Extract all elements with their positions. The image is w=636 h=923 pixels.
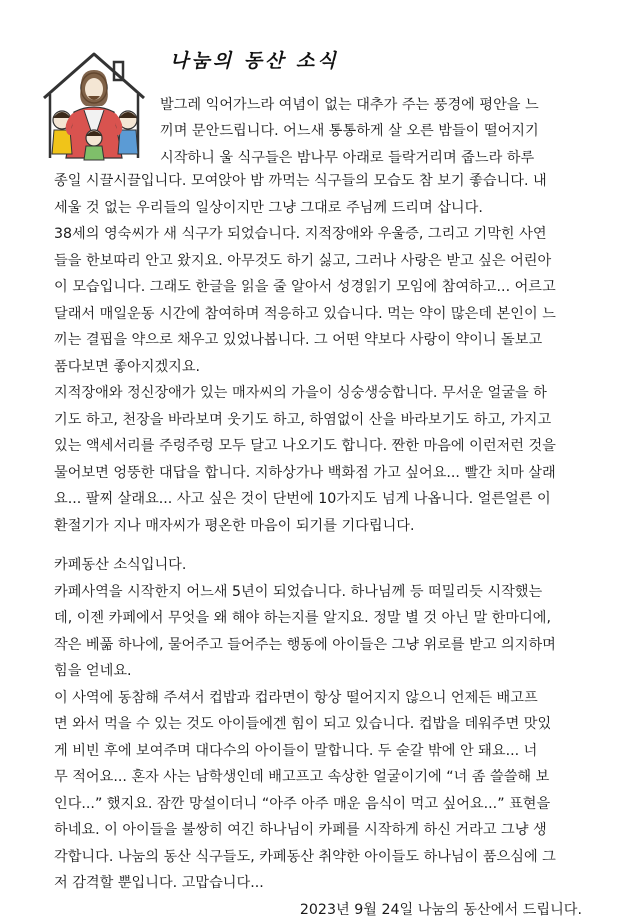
paragraph-line: 품다보면 좋아지겠지요.	[54, 354, 582, 381]
intro-line: 발그레 익어가느라 여념이 없는 대추가 주는 풍경에 평안을 느	[160, 92, 590, 118]
paragraph-line: 각합니다. 나눔의 동산 식구들도, 카페동산 취약한 아이들도 하나님이 품으심에 그	[54, 844, 582, 871]
paragraph-line: 저 감격할 뿐입니다. 고맙습니다...	[54, 870, 582, 897]
paragraph-line: 환절기가 지나 매자씨가 평온한 마음이 되기를 기다립니다.	[54, 513, 582, 540]
paragraph-line: 끼는 결핍을 약으로 채우고 있었나봅니다. 그 어떤 약보다 사랑이 약이니 돌보고	[54, 327, 582, 354]
paragraph	[54, 685, 582, 897]
paragraph-line: 하네요. 이 아이들을 불쌍히 여긴 하나님이 카페를 시작하게 하신 거라고 그냥 생	[54, 817, 582, 844]
paragraph	[54, 552, 582, 579]
paragraph-line: 카페사역을 시작한지 어느새 5년이 되었습니다. 하나님께 등 떠밀리듯 시작했는	[54, 579, 582, 606]
footer-date: 2023년 9월 24일 나눔의 동산에서 드립니다.	[54, 897, 582, 923]
paragraph-line: 달래서 매일운동 시간에 참여하며 적응하고 있습니다. 먹는 약이 많은데 본인이 느	[54, 301, 582, 328]
paragraph	[54, 221, 582, 380]
paragraph-line: 세울 것 없는 우리들의 일상이지만 그냥 그대로 주님께 드리며 삽니다.	[54, 195, 582, 222]
paragraph-line: 있는 액세서리를 주렁주렁 모두 달고 나오기도 합니다. 짠한 마음에 이런저런 것을	[54, 433, 582, 460]
paragraph-line: 힘을 얻네요.	[54, 658, 582, 685]
paragraph-line: 작은 베풂 하나에, 물어주고 들어주는 행동에 아이들은 그냥 위로를 받고 의지하며	[54, 632, 582, 659]
paragraph	[54, 380, 582, 539]
intro-line: 시작하니 울 식구들은 밤나무 아래로 들락거리며 줍느라 하루	[160, 145, 590, 171]
intro-text	[160, 92, 590, 171]
house-jesus-children-illustration	[36, 40, 152, 162]
newsletter-body	[54, 168, 582, 923]
paragraph-line: 들을 한보따리 안고 왔지요. 아무것도 하기 싫고, 그러나 사랑은 받고 싶은 어린아	[54, 248, 582, 275]
paragraph-line: 지적장애와 정신장애가 있는 매자씨의 가을이 싱숭생숭합니다. 무서운 얼굴을 하	[54, 380, 582, 407]
paragraph-line: 물어보면 엉뚱한 대답을 합니다. 지하상가나 백화점 가고 싶어요... 빨간 치마 살래	[54, 460, 582, 487]
paragraph-line: 면 와서 먹을 수 있는 것도 아이들에겐 힘이 되고 있습니다. 컵밥을 데워주면 맛있	[54, 711, 582, 738]
paragraph-line: 인다...” 했지요. 잠깐 망설이더니 “아주 아주 매운 음식이 먹고 싶어요...” 표현을	[54, 791, 582, 818]
newsletter-title: 나눔의 동산 소식	[170, 46, 339, 73]
paragraph-line: 카페동산 소식입니다.	[54, 552, 582, 579]
paragraph-line: 기도 하고, 천장을 바라보며 웃기도 하고, 하염없이 산을 바라보기도 하고, 가지고	[54, 407, 582, 434]
paragraph-gap	[54, 539, 582, 552]
paragraph-line: 이 사역에 동참해 주셔서 컵밥과 컵라면이 항상 떨어지지 않으니 언제든 배고프	[54, 685, 582, 712]
paragraph	[54, 579, 582, 685]
intro-line: 끼며 문안드립니다. 어느새 통통하게 살 오른 밤들이 떨어지기	[160, 118, 590, 144]
paragraph-line: 데, 이젠 카페에서 무엇을 왜 해야 하는지를 알지요. 정말 별 것 아닌 말 한마디에,	[54, 605, 582, 632]
paragraph-line: 이 모습입니다. 그래도 한글을 읽을 줄 알아서 성경읽기 모임에 참여하고... 어르고	[54, 274, 582, 301]
paragraph-line: 게 비빈 후에 보여주며 대다수의 아이들이 말합니다. 두 숟갈 밖에 안 돼요... 너	[54, 738, 582, 765]
paragraph-line: 38세의 영숙씨가 새 식구가 되었습니다. 지적장애와 우울증, 그리고 기막힌 사연	[54, 221, 582, 248]
paragraph	[54, 168, 582, 221]
paragraph-line: 요... 팔찌 살래요... 사고 싶은 것이 단번에 10가지도 넘게 나옵니다. 얼른얼른 이	[54, 486, 582, 513]
paragraph-line: 종일 시끌시끌입니다. 모여앉아 밤 까먹는 식구들의 모습도 참 보기 좋습니다. 내	[54, 168, 582, 195]
paragraph-line: 무 적어요... 혼자 사는 남학생인데 배고프고 속상한 얼굴이기에 “너 좀 쓸쓸해 보	[54, 764, 582, 791]
